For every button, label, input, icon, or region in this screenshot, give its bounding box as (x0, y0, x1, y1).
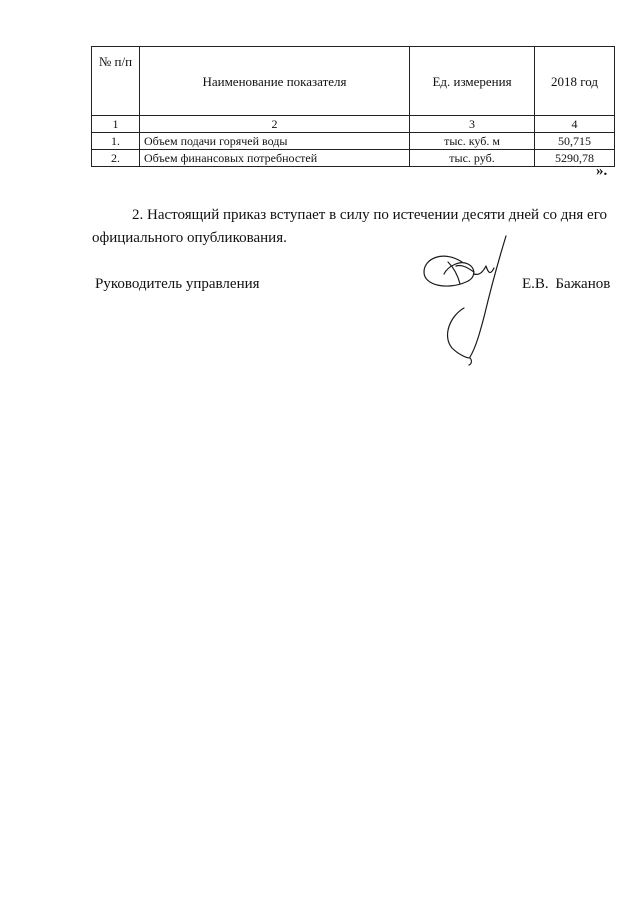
row-value: 5290,78 (535, 150, 615, 167)
signer-title: Руководитель управления (95, 276, 260, 292)
column-number-2: 2 (140, 116, 410, 133)
row-number: 1. (92, 133, 140, 150)
indicators-table (91, 46, 615, 167)
handwritten-signature (418, 232, 528, 367)
column-number-3: 3 (410, 116, 535, 133)
row-unit: тыс. руб. (410, 150, 535, 167)
signer-name: Е.В. Бажанов (522, 276, 611, 292)
table-column-numbers-row (92, 116, 615, 133)
column-number-1: 1 (92, 116, 140, 133)
header-unit: Ед. измерения (410, 47, 535, 116)
header-indicator-name: Наименование показателя (140, 47, 410, 116)
row-indicator-name: Объем финансовых потребностей (140, 150, 410, 167)
header-year: 2018 год (535, 47, 615, 116)
order-paragraph-text: 2. Настоящий приказ вступает в силу по истечении десяти дней со дня его официального опубликования. (92, 207, 607, 246)
table-header-row (92, 47, 615, 116)
row-indicator-name: Объем подачи горячей воды (140, 133, 410, 150)
closing-quote: ». (596, 163, 608, 179)
table-row (92, 133, 615, 150)
row-unit: тыс. куб. м (410, 133, 535, 150)
header-number: № п/п (92, 47, 140, 116)
order-paragraph (92, 204, 618, 250)
column-number-4: 4 (535, 116, 615, 133)
row-number: 2. (92, 150, 140, 167)
row-value: 50,715 (535, 133, 615, 150)
table-row (92, 150, 615, 167)
